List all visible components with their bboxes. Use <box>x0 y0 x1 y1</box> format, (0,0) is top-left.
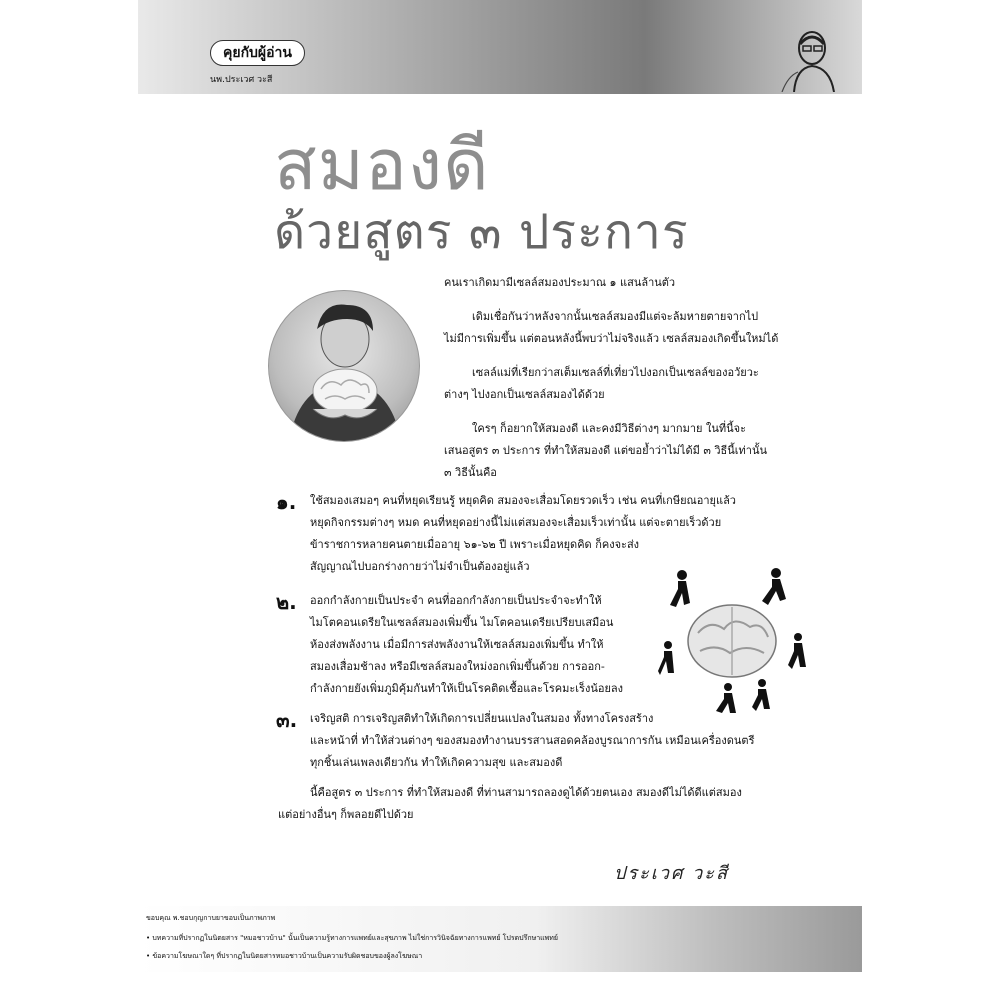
author-signature: ประเวศ วะสี <box>614 863 729 884</box>
item-line: ห้องส่งพลังงาน เมื่อมีการส่งพลังงานให้เซลล์สมองเพิ่มขึ้น ทำให้ <box>310 638 604 651</box>
author-portrait-icon <box>774 22 844 92</box>
item-line: กำลังกายยังเพิ่มภูมิคุ้มกันทำให้เป็นโรคติดเชื้อและโรคมะเร็งน้อยลง <box>310 682 624 695</box>
conclusion-line: นี้คือสูตร ๓ ประการ ที่ทำให้สมองดี ที่ท่านสามารถลองดูได้ด้วยตนเอง สมองดีไม่ได้ดีแต่สมอง <box>310 786 742 799</box>
intro-line: เซลล์แม่ที่เรียกว่าสเต็มเซลล์ที่เที่ยวไปงอกเป็นเซลล์ของอวัยวะ <box>472 366 759 379</box>
title-line-2: ด้วยสูตร ๓ ประการ <box>274 204 689 260</box>
title-line-1: สมองดี <box>274 124 490 206</box>
item-number: ๑. <box>276 490 297 514</box>
item-line: ออกกำลังกายเป็นประจำ คนที่ออกกำลังกายเป็นประจำจะทำให้ <box>310 594 602 607</box>
footer-disclaimer: • ข้อความโฆษณาใดๆ ที่ปรากฏในนิตยสารหมอชาวบ้านเป็นความรับผิดชอบของผู้ลงโฆษณา <box>146 952 423 960</box>
item-line: ทุกชิ้นเล่นเพลงเดียวกัน ทำให้เกิดความสุข และสมองดี <box>310 756 563 769</box>
footer-credit: ขอบคุณ พ.ชอบกุญกาบยาขอบเป็นภาพภาพ <box>146 914 276 922</box>
footer-band <box>138 906 862 972</box>
intro-line: ๓ วิธีนั้นคือ <box>444 466 497 479</box>
intro-line: ต่างๆ ไปงอกเป็นเซลล์สมองได้ด้วย <box>444 388 605 401</box>
intro-line: เดิมเชื่อกันว่าหลังจากนั้นเซลล์สมองมีแต่จะล้มหายตายจากไป <box>472 310 759 323</box>
item-line: สัญญาณไปบอกร่างกายว่าไม่จำเป็นต้องอยู่แล้ว <box>310 560 530 573</box>
intro-line: คนเราเกิดมามีเซลล์สมองประมาณ ๑ แสนล้านตัว <box>444 276 676 289</box>
conclusion-line: แต่อย่างอื่นๆ ก็พลอยดีไปด้วย <box>278 808 414 821</box>
header-band <box>138 0 862 94</box>
intro-line: เสนอสูตร ๓ ประการ ที่ทำให้สมองดี แต่ขอย้ำว่าไม่ได้มี ๓ วิธีนี้เท่านั้น <box>444 444 767 457</box>
man-holding-brain-photo <box>268 290 420 442</box>
magazine-page <box>138 0 862 1000</box>
intro-line: ไม่มีการเพิ่มขึ้น แต่ตอนหลังนี้พบว่าไม่จริงแล้ว เซลล์สมองเกิดขึ้นใหม่ได้ <box>444 332 779 345</box>
brain-with-athletes-illustration <box>658 563 808 713</box>
item-line: และหน้าที่ ทำให้ส่วนต่างๆ ของสมองทำงานบรรสานสอดคล้องบูรณาการกัน เหมือนเครื่องดนตรี <box>310 734 755 747</box>
item-number: ๒. <box>276 590 297 614</box>
item-line: ข้าราชการหลายคนตายเมื่ออายุ ๖๑-๖๒ ปี เพราะเมื่อหยุดคิด ก็คงจะส่ง <box>310 538 640 551</box>
item-line: เจริญสติ การเจริญสติทำให้เกิดการเปลี่ยนแปลงในสมอง ทั้งทางโครงสร้าง <box>310 712 654 725</box>
item-line: สมองเสื่อมช้าลง หรือมีเซลล์สมองใหม่งอกเพิ่มขึ้นด้วย การออก- <box>310 660 605 673</box>
intro-line: ใครๆ ก็อยากให้สมองดี และคงมีวิธีต่างๆ มากมาย ในที่นี้จะ <box>472 422 746 435</box>
footer-disclaimer: • บทความที่ปรากฏในนิตยสาร "หมอชาวบ้าน" นั้นเป็นความรู้ทางการแพทย์และสุขภาพ ไม่ใช่การวินิจฉัยทางการแพทย์ โปรดปรึกษาแพทย์ <box>146 934 559 942</box>
item-line: ไมโตคอนเดรียในเซลล์สมองเพิ่มขึ้น ไมโตคอนเดรียเปรียบเสมือน <box>310 616 614 629</box>
item-line: ใช้สมองเสมอๆ คนที่หยุดเรียนรู้ หยุดคิด สมองจะเสื่อมโดยรวดเร็ว เช่น คนที่เกษียณอายุแล้ว <box>310 494 736 507</box>
column-title-badge: คุยกับผู้อ่าน <box>210 40 305 66</box>
item-line: หยุดกิจกรรมต่างๆ หมด คนที่หยุดอย่างนี้ไม่แต่สมองจะเสื่อมเร็วเท่านั้น แต่จะตายเร็วด้วย <box>310 516 722 529</box>
column-author: นพ.ประเวศ วะสี <box>210 75 273 85</box>
item-number: ๓. <box>276 708 298 732</box>
man-holding-brain-illustration <box>269 291 420 442</box>
